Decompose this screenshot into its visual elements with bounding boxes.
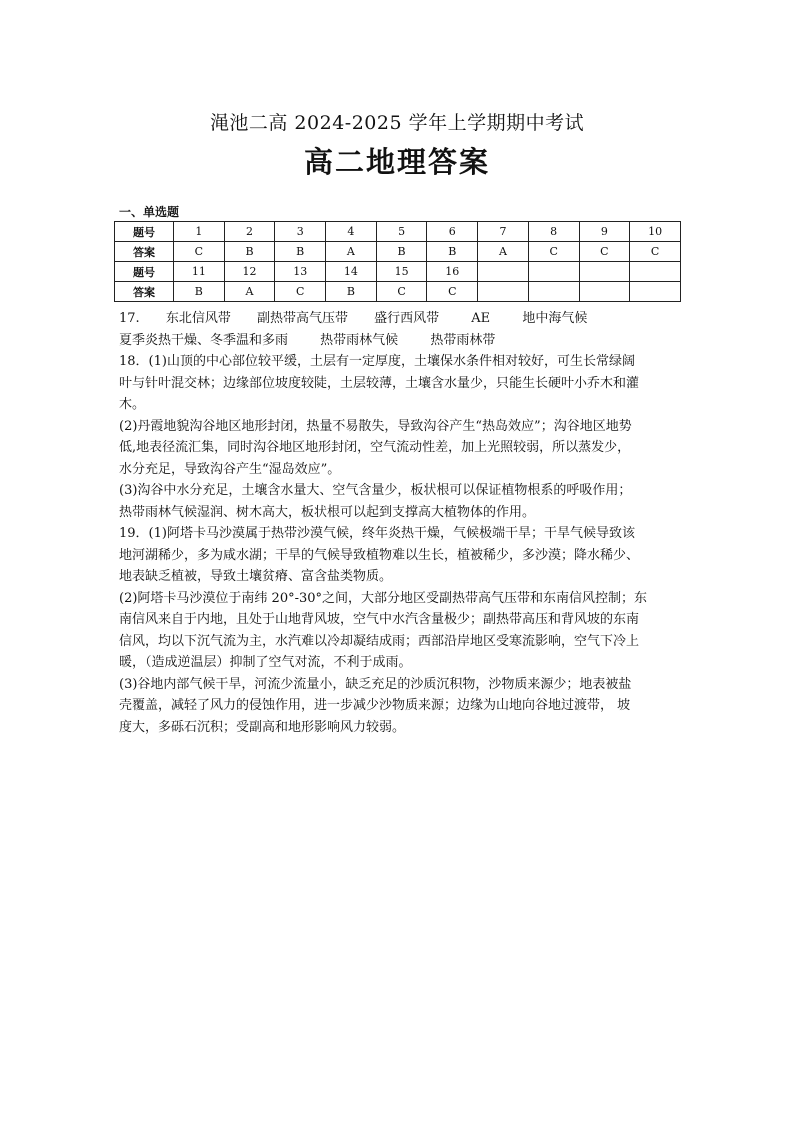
q19-line: (2)阿塔卡马沙漠位于南纬 20°-30°之间，大部分地区受副热带高气压带和东南信风控制；东: [119, 590, 648, 606]
answer-cell: B: [174, 282, 225, 302]
question-number: 7: [478, 222, 529, 242]
answer-cell: A: [478, 242, 529, 262]
q17-line-2: [119, 330, 689, 352]
question-number: 3: [275, 222, 326, 242]
answer-cell: C: [579, 242, 630, 262]
q19-line: 地表缺乏植被，导致土壤贫瘠、富含盐类物质。: [119, 569, 393, 584]
table-row-numbers-2: [115, 262, 681, 282]
empty-cell: [528, 262, 579, 282]
row-label-answer: 答案: [115, 242, 174, 262]
question-number: 14: [326, 262, 377, 282]
q19-line: 南信风来自于内地，且处于山地背风坡，空气中水汽含量极少；副热带高压和背风坡的东南: [119, 612, 640, 627]
question-number: 11: [174, 262, 225, 282]
q18-line: (3)沟谷中水分充足，土壤含水量大、空气含量少，板状根可以保证植物根系的呼吸作用；: [119, 483, 632, 498]
empty-cell: [630, 262, 681, 282]
answer-cell: B: [427, 242, 478, 262]
q17-line-1: [119, 308, 689, 330]
empty-cell: [579, 262, 630, 282]
question-number: 13: [275, 262, 326, 282]
answer-cell: B: [275, 242, 326, 262]
q19-line: 度大，多砾石沉积；受副高和地形影响风力较弱。: [119, 719, 406, 735]
question-number: 4: [326, 222, 377, 242]
q18-line: 木。: [119, 397, 146, 412]
answer-cell: C: [275, 282, 326, 302]
q18-line: 18．(1)山顶的中心部位较平缓，土层有一定厚度，土壤保水条件相对较好，可生长常绿阔: [119, 354, 635, 369]
answer-cell: A: [224, 282, 275, 302]
answer-cell: B: [326, 282, 377, 302]
section-heading: 一、单选题: [119, 205, 180, 219]
answer-cell: C: [174, 242, 225, 262]
row-label-question: 题号: [115, 262, 174, 282]
table-row-numbers-1: [115, 222, 681, 242]
empty-cell: [478, 282, 529, 302]
subject-title: 高二地理答案: [303, 145, 490, 179]
answer-cell: B: [224, 242, 275, 262]
q17-item: 盛行西风带: [374, 311, 440, 326]
q18-line: 叶与针叶混交林；边缘部位坡度较陡，土层较薄，土壤含水量少，只能生长硬叶小乔木和灌: [119, 375, 640, 391]
question-number: 10: [630, 222, 681, 242]
q17-item: 副热带高气压带: [256, 311, 348, 326]
answer-cell: B: [376, 242, 427, 262]
q19-line: 19．(1)阿塔卡马沙漠属于热带沙漠气候，终年炎热干燥，气候极端干旱；干旱气候导致该: [119, 526, 635, 541]
question-number: 6: [427, 222, 478, 242]
q17-number: 17.: [119, 311, 140, 326]
question-number: 1: [174, 222, 225, 242]
answer-cell: C: [630, 242, 681, 262]
answer-body: [119, 308, 689, 738]
question-number: 16: [427, 262, 478, 282]
exam-title: 渑池二高 2024-2025 学年上学期期中考试: [209, 112, 585, 134]
answer-cell: C: [528, 242, 579, 262]
q17-item: 夏季炎热干燥、冬季温和多雨: [119, 332, 289, 348]
question-number: 15: [376, 262, 427, 282]
answer-cell: C: [376, 282, 427, 302]
empty-cell: [478, 262, 529, 282]
q19-line: 壳覆盖，减轻了风力的侵蚀作用，进一步减少沙物质来源；边缘为山地向谷地过渡带， 坡: [119, 698, 631, 713]
question-number: 8: [528, 222, 579, 242]
row-label-answer: 答案: [115, 282, 174, 302]
answer-cell: A: [326, 242, 377, 262]
table-row-answers-2: [115, 282, 681, 302]
row-label-question: 题号: [115, 222, 174, 242]
q17-item: 热带雨林带: [430, 332, 496, 348]
q19-line: 信风，均以下沉气流为主，水汽难以冷却凝结成雨；西部沿岸地区受寒流影响，空气下冷上: [119, 633, 640, 649]
question-number: 9: [579, 222, 630, 242]
table-row-answers-1: [115, 242, 681, 262]
question-number: 5: [376, 222, 427, 242]
q17-item: 热带雨林气候: [320, 332, 399, 348]
q19-line: 地河湖稀少，多为咸水湖；干旱的气候导致植物难以生长，植被稀少，多沙漠；降水稀少、: [119, 547, 640, 563]
empty-cell: [528, 282, 579, 302]
answer-cell: C: [427, 282, 478, 302]
q17-item: 地中海气候: [522, 311, 588, 326]
q18-line: 低,地表径流汇集，同时沟谷地区地形封闭，空气流动性差，加上光照较弱，所以蒸发少，: [119, 440, 631, 455]
question-number: 2: [224, 222, 275, 242]
q19-line: (3)谷地内部气候干旱，河流少流量小，缺乏充足的沙质沉积物，沙物质来源少；地表被盐: [119, 676, 632, 692]
answer-table: [114, 221, 681, 302]
question-number: 12: [224, 262, 275, 282]
empty-cell: [630, 282, 681, 302]
q18-line: (2)丹霞地貌沟谷地区地形封闭，热量不易散失，导致沟谷产生“热岛效应”；沟谷地区地势: [119, 418, 632, 434]
q18-line: 热带雨林气候湿润、树木高大，板状根可以起到支撑高大植物体的作用。: [119, 504, 536, 520]
q17-item: AE: [471, 311, 491, 326]
q19-line: 暖，（造成逆温层）抑制了空气对流，不利于成雨。: [119, 655, 412, 670]
q18-line: 水分充足，导致沟谷产生“湿岛效应”。: [119, 461, 341, 477]
empty-cell: [579, 282, 630, 302]
q17-item: 东北信风带: [165, 311, 231, 326]
